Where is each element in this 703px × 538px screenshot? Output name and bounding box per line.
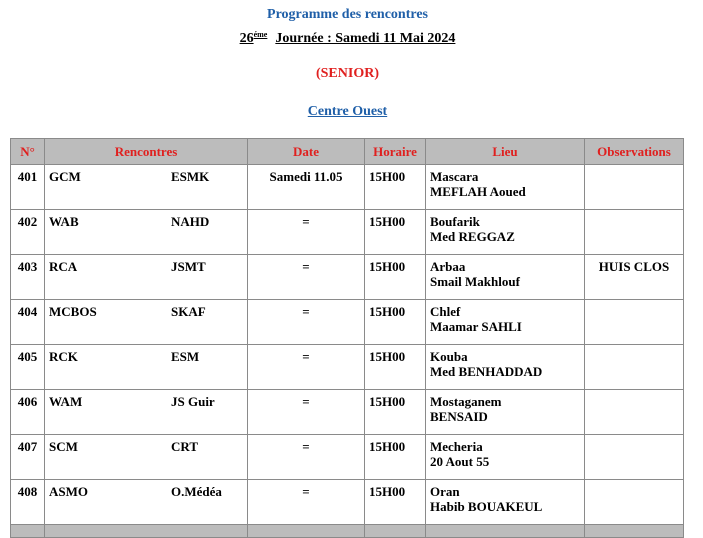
table-row bbox=[11, 480, 684, 525]
match-number: 407 bbox=[11, 435, 45, 480]
venue-city: Chlef bbox=[430, 304, 461, 319]
away-team: NAHD bbox=[171, 214, 210, 229]
match-time: 15H00 bbox=[365, 480, 426, 525]
away-team: ESM bbox=[171, 349, 200, 364]
venue-stadium: Habib BOUAKEUL bbox=[430, 499, 543, 514]
match-observation: HUIS CLOS bbox=[585, 255, 684, 300]
match-number: 406 bbox=[11, 390, 45, 435]
match-venue bbox=[426, 480, 585, 525]
table-row bbox=[11, 435, 684, 480]
table-row-cut bbox=[11, 525, 684, 538]
away-team: JSMT bbox=[171, 259, 206, 274]
home-team: RCA bbox=[49, 259, 78, 274]
table-cell-cut bbox=[45, 525, 248, 538]
away-team: JS Guir bbox=[171, 394, 215, 409]
matchday-line bbox=[0, 30, 695, 47]
home-team: WAB bbox=[49, 214, 79, 229]
table-cell-cut bbox=[11, 525, 45, 538]
table-row bbox=[11, 165, 684, 210]
match-time: 15H00 bbox=[365, 300, 426, 345]
home-team: MCBOS bbox=[49, 304, 97, 319]
match-venue bbox=[426, 345, 585, 390]
venue-stadium: Med BENHADDAD bbox=[430, 364, 543, 379]
venue-stadium: Med REGGAZ bbox=[430, 229, 515, 244]
match-teams bbox=[45, 480, 248, 525]
match-observation bbox=[585, 480, 684, 525]
table-cell-cut bbox=[426, 525, 585, 538]
venue-city: Kouba bbox=[430, 349, 468, 364]
match-teams bbox=[45, 165, 248, 210]
match-time: 15H00 bbox=[365, 255, 426, 300]
venue-stadium: BENSAID bbox=[430, 409, 488, 424]
match-observation bbox=[585, 165, 684, 210]
match-date: = bbox=[248, 255, 365, 300]
venue-stadium: Smail Makhlouf bbox=[430, 274, 520, 289]
match-date: = bbox=[248, 480, 365, 525]
venue-city: Oran bbox=[430, 484, 460, 499]
table-cell-cut bbox=[248, 525, 365, 538]
match-number: 401 bbox=[11, 165, 45, 210]
venue-stadium: 20 Aout 55 bbox=[430, 454, 490, 469]
away-team: CRT bbox=[171, 439, 198, 454]
match-venue bbox=[426, 300, 585, 345]
venue-city: Arbaa bbox=[430, 259, 466, 274]
match-date: = bbox=[248, 345, 365, 390]
match-venue bbox=[426, 435, 585, 480]
match-teams bbox=[45, 390, 248, 435]
table-row bbox=[11, 255, 684, 300]
header-lieu: Lieu bbox=[426, 139, 585, 165]
home-team: GCM bbox=[49, 169, 81, 184]
header-date: Date bbox=[248, 139, 365, 165]
match-number: 403 bbox=[11, 255, 45, 300]
match-venue bbox=[426, 210, 585, 255]
match-teams bbox=[45, 435, 248, 480]
away-team: SKAF bbox=[171, 304, 206, 319]
match-teams bbox=[45, 210, 248, 255]
match-time: 15H00 bbox=[365, 390, 426, 435]
table-cell-cut bbox=[365, 525, 426, 538]
table-row bbox=[11, 210, 684, 255]
region-label: Centre Ouest bbox=[307, 104, 388, 119]
match-date: = bbox=[248, 435, 365, 480]
match-observation bbox=[585, 390, 684, 435]
header-rencontres: Rencontres bbox=[45, 139, 248, 165]
table-row bbox=[11, 300, 684, 345]
home-team: ASMO bbox=[49, 484, 88, 499]
match-date: = bbox=[248, 390, 365, 435]
table-header-row bbox=[11, 139, 684, 165]
matchday-number: 26 bbox=[239, 31, 254, 46]
header-horaire: Horaire bbox=[365, 139, 426, 165]
match-date: Samedi 11.05 bbox=[248, 165, 365, 210]
match-date: = bbox=[248, 300, 365, 345]
matches-table bbox=[10, 138, 684, 538]
match-venue bbox=[426, 255, 585, 300]
header-observations: Observations bbox=[585, 139, 684, 165]
match-observation bbox=[585, 345, 684, 390]
away-team: ESMK bbox=[171, 169, 210, 184]
match-number: 404 bbox=[11, 300, 45, 345]
header-num: N° bbox=[11, 139, 45, 165]
match-venue bbox=[426, 390, 585, 435]
match-venue bbox=[426, 165, 585, 210]
venue-city: Mecheria bbox=[430, 439, 483, 454]
match-teams bbox=[45, 300, 248, 345]
venue-city: Mascara bbox=[430, 169, 479, 184]
away-team: O.Médéa bbox=[171, 484, 222, 499]
match-number: 402 bbox=[11, 210, 45, 255]
match-number: 408 bbox=[11, 480, 45, 525]
match-observation bbox=[585, 210, 684, 255]
match-date: = bbox=[248, 210, 365, 255]
venue-city: Boufarik bbox=[430, 214, 480, 229]
table-cell-cut bbox=[585, 525, 684, 538]
match-number: 405 bbox=[11, 345, 45, 390]
match-time: 15H00 bbox=[365, 345, 426, 390]
home-team: SCM bbox=[49, 439, 78, 454]
match-time: 15H00 bbox=[365, 165, 426, 210]
match-teams bbox=[45, 345, 248, 390]
home-team: WAM bbox=[49, 394, 83, 409]
category-label: (SENIOR) bbox=[315, 66, 379, 81]
venue-city: Mostaganem bbox=[430, 394, 502, 409]
match-observation bbox=[585, 300, 684, 345]
venue-stadium: Maamar SAHLI bbox=[430, 319, 522, 334]
match-teams bbox=[45, 255, 248, 300]
matchday-date: Journée : Samedi 11 Mai 2024 bbox=[275, 31, 456, 46]
table-row bbox=[11, 345, 684, 390]
table-row bbox=[11, 390, 684, 435]
match-time: 15H00 bbox=[365, 210, 426, 255]
venue-stadium: MEFLAH Aoued bbox=[430, 184, 526, 199]
match-time: 15H00 bbox=[365, 435, 426, 480]
page-title: Programme des rencontres bbox=[267, 7, 428, 22]
home-team: RCK bbox=[49, 349, 78, 364]
match-observation bbox=[585, 435, 684, 480]
matchday-suffix: éme bbox=[253, 30, 268, 39]
